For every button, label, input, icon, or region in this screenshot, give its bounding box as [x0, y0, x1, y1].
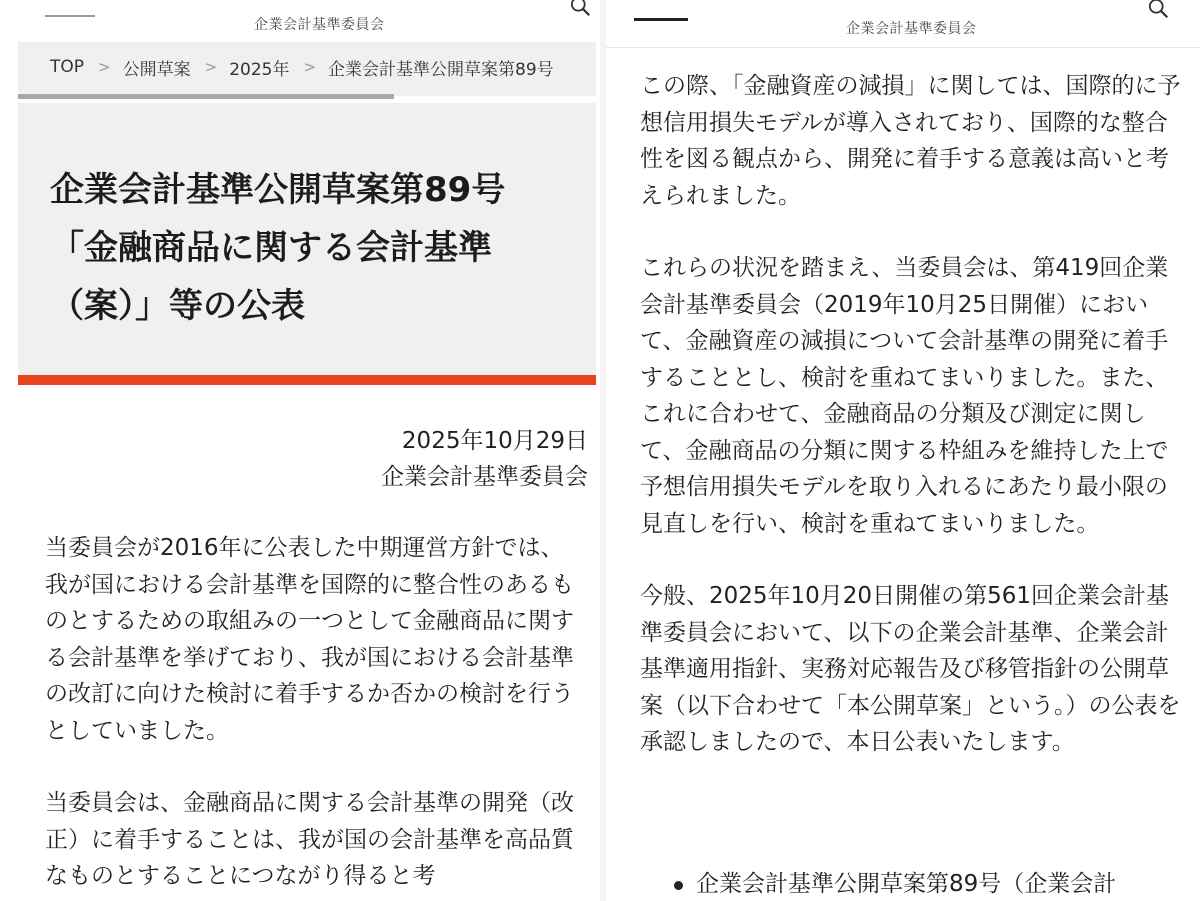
chevron-right-icon: > — [303, 58, 317, 76]
title-line: （案）」等の公表 — [50, 286, 305, 326]
site-name[interactable]: 企業会計基準委員会 — [846, 21, 977, 37]
breadcrumb — [18, 42, 596, 96]
right-screen — [606, 0, 1200, 901]
publication-date: 2025年10月29日 — [401, 428, 588, 454]
paragraph: これらの状況を踏まえ、当委員会は、第419回企業会計基準委員会（2019年10月25日開催）において、金融資産の減損について会計基準の開発に着手することとし、検討を重ねてまいりました。また、これに合わせて、金融商品の分類及び測定に関して、金融商品の分類に関する枠組みを維持した上で予想信用損失モデルを取り入れるにあたり最小限の見直しを行い、検討を重ねてまいりました。 — [640, 255, 1169, 537]
page-title-box — [18, 103, 596, 375]
publication-meta — [381, 423, 588, 495]
paragraph: 今般、2025年10月20日開催の第561回企業会計基準委員会において、以下の企業会計基準、企業会計基準適用指針、実務対応報告及び移管指針の公開草案（以下合わせて「本公開草案」という。）の公表を承認しましたので、本日公表いたします。 — [640, 583, 1181, 755]
article-body — [45, 530, 585, 901]
chevron-right-icon: > — [98, 58, 111, 76]
search-icon[interactable] — [1148, 0, 1170, 20]
breadcrumb-scrollbar[interactable] — [18, 94, 394, 99]
breadcrumb-year[interactable]: 2025年 — [229, 59, 290, 80]
publisher: 企業会計基準委員会 — [381, 464, 588, 490]
breadcrumb-current: 企業会計基準公開草案第89号 — [328, 59, 554, 80]
list-item[interactable]: 企業会計基準公開草案第89号（企業会計 — [640, 866, 1180, 901]
site-header — [0, 0, 600, 40]
paragraph: 当委員会は、金融商品に関する会計基準の開発（改正）に着手することは、我が国の会計基準を高品質なものとすることにつながり得ると考 — [45, 790, 574, 889]
article-body — [640, 68, 1185, 797]
accent-bar — [18, 375, 596, 385]
paragraph: この際、「金融資産の減損」に関しては、国際的に予想信用損失モデルが導入されており、国際的な整合性を図る観点から、開発に着手する意義は高いと考えられました。 — [640, 73, 1181, 209]
paragraph: 当委員会が2016年に公表した中期運営方針では、我が国における会計基準を国際的に整合性のあるものとするための取組みの一つとして金融商品に関する会計基準を挙げており、我が国における会計基準の改訂に向けた検討に着手するか否かの検討を行うとしていました。 — [45, 535, 574, 744]
title-line: 企業会計基準公開草案第89号 — [50, 170, 506, 210]
search-icon[interactable] — [570, 0, 592, 18]
site-header — [606, 0, 1200, 48]
chevron-right-icon: > — [204, 58, 218, 76]
site-name[interactable]: 企業会計基準委員会 — [254, 17, 385, 33]
title-line: 「金融商品に関する会計基準 — [50, 228, 492, 268]
draft-list — [640, 866, 1180, 901]
page-title — [50, 161, 580, 335]
breadcrumb-public-drafts[interactable]: 公開草案 — [122, 59, 191, 80]
breadcrumb-top[interactable]: TOP — [50, 57, 85, 77]
hamburger-icon[interactable] — [634, 18, 688, 21]
hamburger-icon[interactable] — [45, 15, 95, 17]
